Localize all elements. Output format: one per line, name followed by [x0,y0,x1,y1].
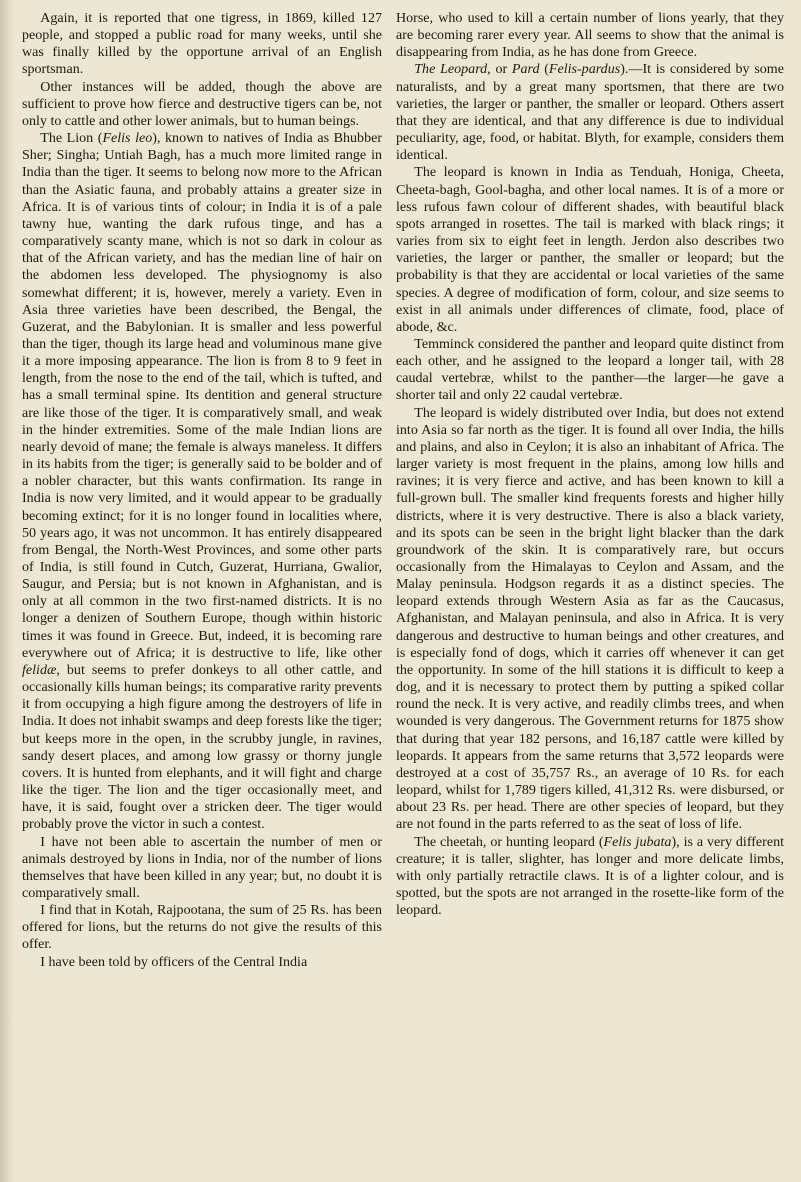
right-text-column [396,10,784,919]
paragraph [22,954,382,971]
text-run: The cheetah, or hunting leopard ( [414,833,604,850]
text-run: ), is a very different creature; it is taller, slighter, has longer and more delicate limbs, with only partially retractile claws. It is of a lighter colour, and is spotted, but the spots are not arranged in the rosette-like form of the leopard. [396,833,785,919]
paragraph [396,834,784,920]
paragraph [396,336,784,405]
italic-term: Felis leo [102,130,153,147]
text-run: Temminck considered the panther and leopard quite distinct from each other, and he assigned to the leopard a longer tail, with 28 caudal vertebræ, whilst to the panther—the larger—he gave a shorter tail and only 22 caudal vertebræ. [396,335,784,404]
text-run: Horse, who used to kill a certain number of lions yearly, that they are becoming rarer every year. All seems to show that the animal is disappearing from India, as he has done from Greece. [396,10,784,61]
paragraph [22,902,382,953]
paragraph [396,164,784,336]
paragraph [22,834,382,903]
paragraph [396,61,784,164]
text-run: I find that in Kotah, Rajpootana, the sum of 25 Rs. has been offered for lions, but the returns do not give the results of this offer. [22,902,382,953]
text-run: I have not been able to ascertain the number of men or animals destroyed by lions in India, nor of the number of lions themselves that have been killed in any year; but, no doubt it is comparatively small. [22,833,382,901]
italic-term: Felis-pardus [548,61,621,78]
page-spine-shadow [0,0,14,1182]
italic-term: Felis jubata [603,833,672,850]
text-run: I have been told by officers of the Central India [40,953,308,970]
italic-term: felidæ [22,661,57,678]
paragraph [396,10,784,61]
text-run: The leopard is widely distributed over India, but does not extend into Asia so far north as the tiger. It is found all over India, the hills and plains, and also in Ceylon; it is also an inhabitant of Africa. The larger variety is most frequent in the plains, among low hills and ravines; it is very fierce and active, and has been known to kill a full-grown bull. The smaller kind frequents forests and higher hilly districts, where it is very destructive. There is also a black variety, and its spots can be seen in the bright light blacker than the dark groundwork of the skin. It is comparatively rare, but occurs occasionally from the Himalayas to Ceylon and Assam, and the Malay peninsula. Hodgson regards it as a distinct species. The leopard extends through Western Asia as far as the Caucasus, Afghanistan, and Malayan peninsula, and also in Africa. It is very dangerous and destructive to human beings and other creatures, and is especially fond of dogs, which it carries off whenever it can get the opportunity. In some of the hill stations it is difficult to keep a dog, and it is necessary to protect them by putting a spiked collar round the neck. It is very active, and readily climbs trees, and when wounded is very dangerous. The Government returns for 1875 show that during that year 182 persons, and 16,187 cattle were killed by leopards. It appears from the same returns that 3,572 leopards were destroyed at a cost of 35,757 Rs., an average of 10 Rs. for each leopard, whilst for 1,789 tigers killed, 41,312 Rs. were disbursed, or about 23 Rs. per head. There are other species of leopard, but they are not found in the parts referred to as the seat of loss of life. [396,404,784,833]
italic-term: Pard [511,61,540,78]
text-run: Other instances will be added, though the above are sufficient to prove how fierce and destructive tigers can be, not only to cattle and other lower animals, but to human beings. [22,78,382,129]
text-run: ), known to natives of India as Bhubber Sher; Singha; Untiah Bagh, has a much more limited range in India than the tiger. It seems to belong now more to the African than the Asiatic fauna, and probably attains a greater size in Africa. It is of various tints of colour; in India it is of a pale tawny hue, wanting the dark rufous tinge, and has a comparatively scanty mane, which is not so dark in colour as that of the African variety, and has the median line of hair on the abdomen less developed. The physiognomy is also somewhat different; it is, however, merely a variety. Even in Asia three varieties have been described, the Bengal, the Guzerat, and the Babylonian. It is smaller and less powerful than the tiger, though its large head and voluminous mane give it a more imposing appearance. The lion is from 8 to 9 feet in length, from the nose to the end of the tail, which is tufted, and has a small terminal spine. Its dentition and general structure are like those of the tiger. It is comparatively small, and weak in the hinder extremities. Some of the male Indian lions are nearly devoid of mane; the female is always maneless. It differs in its habits from the tiger; is generally said to be bolder and of a nobler character, but this wants confirmation. Its range in India is now very limited, and it would appear to be gradually becoming extinct; for it is no longer found in localities where, 50 years ago, it was not uncommon. It has entirely disappeared from Bengal, the North-West Provinces, and some other parts of India, is still found in Cutch, Guzerat, Hurriana, Gwalior, Saugur, and Persia; but is not known in Afghanistan, and is only at all common in the two first-named districts. It is no longer a denizen of Southern Europe, though within historic times it was found in Greece. But, indeed, it is becoming rare everywhere out of Africa; it is destructive to life, like other [22,130,383,661]
paragraph [396,405,784,834]
paragraph [22,130,382,833]
text-run: ( [539,61,549,78]
text-run: Again, it is reported that one tigress, in 1869, killed 127 people, and stopped a public road for many weeks, until she was finally killed by the opportune arrival of an English sportsman. [22,10,382,78]
text-run: The Lion ( [40,130,103,147]
paragraph [22,10,382,79]
text-run: , or [487,61,512,78]
left-text-column [22,10,382,971]
text-run: , but seems to prefer donkeys to all other cattle, and occasionally kills human beings; its comparative rarity prevents it from occupying a high figure among the destroyers of life in India. It does not inhabit swamps and deep forests like the tiger; but keeps more in the open, in the scrubby jungle, in ravines, sandy desert places, and among low grassy or thorny jungle covers. It is hunted from elephants, and it will fight and charge like the tiger. The lion and the tiger occasionally meet, and have, it is said, fought over a stricken deer. The tiger would probably prove the victor in such a contest. [22,661,382,833]
text-run: ).—It is considered by some naturalists, and by a great many sportsmen, that there are two varieties, the larger or panther, the smaller or leopard. Others assert that they are identical, and that any difference is due to individual peculiarity, age, food, or habitat. Blyth, for example, considers them identical. [396,61,784,164]
paragraph [22,79,382,130]
text-run: The leopard is known in India as Tenduah, Honiga, Cheeta, Cheeta-bagh, Gool-bagha, and other local names. It is of a more or less rufous fawn colour of different shades, with beautiful black spots arranged in rosettes. The tail is marked with black rings; it varies from six to eight feet in length. Jerdon also describes two varieties, the larger or panther, the smaller or leopard; but the probability is that they are accidental or local varieties of the same species. A degree of modification of form, colour, and size seems to exist in all animals under differences of climate, food, place of abode, &c. [396,164,784,335]
italic-term: The Leopard [414,61,488,78]
